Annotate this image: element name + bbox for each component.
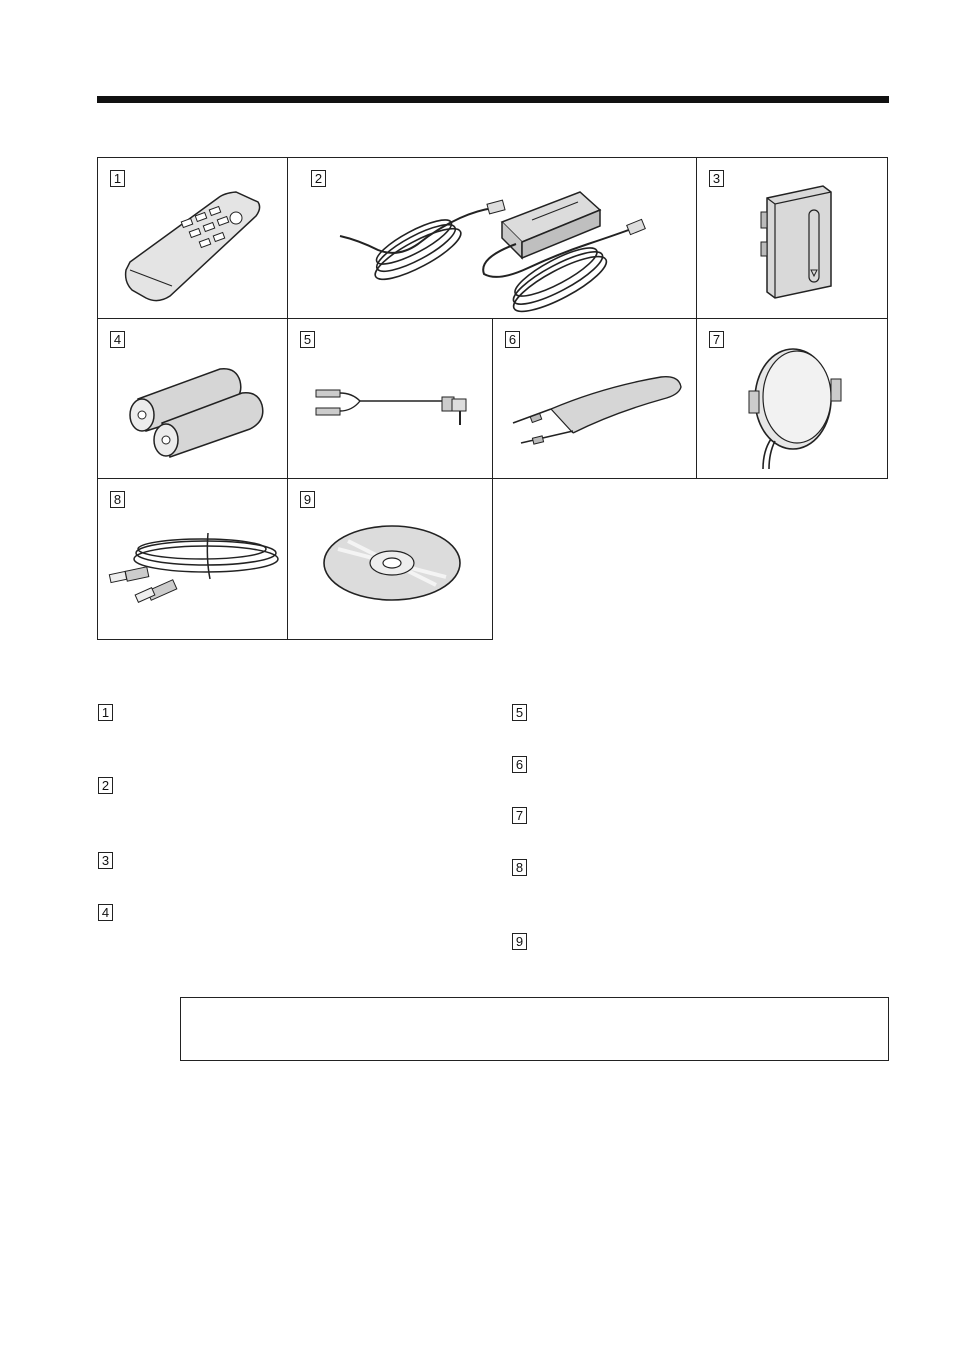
list-number-9: 9	[512, 933, 527, 950]
accessory-cell-9	[287, 478, 493, 640]
list-number-7: 7	[512, 807, 527, 824]
accessory-cell-8	[97, 478, 288, 640]
av-cable-icon	[288, 319, 492, 478]
item-number-1: 1	[110, 170, 125, 187]
list-number-6: 6	[512, 756, 527, 773]
header-rule	[97, 96, 889, 103]
shoulder-strap-icon	[493, 319, 696, 478]
battery-pack-icon	[697, 158, 887, 318]
note-box	[180, 997, 889, 1061]
accessory-cell-7	[696, 318, 888, 479]
list-number-1: 1	[98, 704, 113, 721]
aa-batteries-icon	[98, 319, 287, 478]
cd-rom-icon	[288, 479, 492, 639]
list-number-4: 4	[98, 904, 113, 921]
item-number-2: 2	[311, 170, 326, 187]
accessory-cell-3	[696, 157, 888, 319]
accessory-cell-1	[97, 157, 288, 319]
item-number-7: 7	[709, 331, 724, 348]
accessory-cell-5	[287, 318, 493, 479]
list-number-8: 8	[512, 859, 527, 876]
lens-cap-icon	[697, 319, 887, 478]
item-number-4: 4	[110, 331, 125, 348]
ac-adaptor-icon	[288, 158, 696, 318]
item-number-9: 9	[300, 491, 315, 508]
usb-cable-icon	[98, 479, 287, 639]
accessory-cell-4	[97, 318, 288, 479]
list-number-2: 2	[98, 777, 113, 794]
item-number-5: 5	[300, 331, 315, 348]
accessory-cell-2	[287, 157, 697, 319]
list-number-5: 5	[512, 704, 527, 721]
item-number-6: 6	[505, 331, 520, 348]
item-number-3: 3	[709, 170, 724, 187]
item-number-8: 8	[110, 491, 125, 508]
remote-commander-icon	[98, 158, 287, 318]
accessory-cell-6	[492, 318, 697, 479]
list-number-3: 3	[98, 852, 113, 869]
